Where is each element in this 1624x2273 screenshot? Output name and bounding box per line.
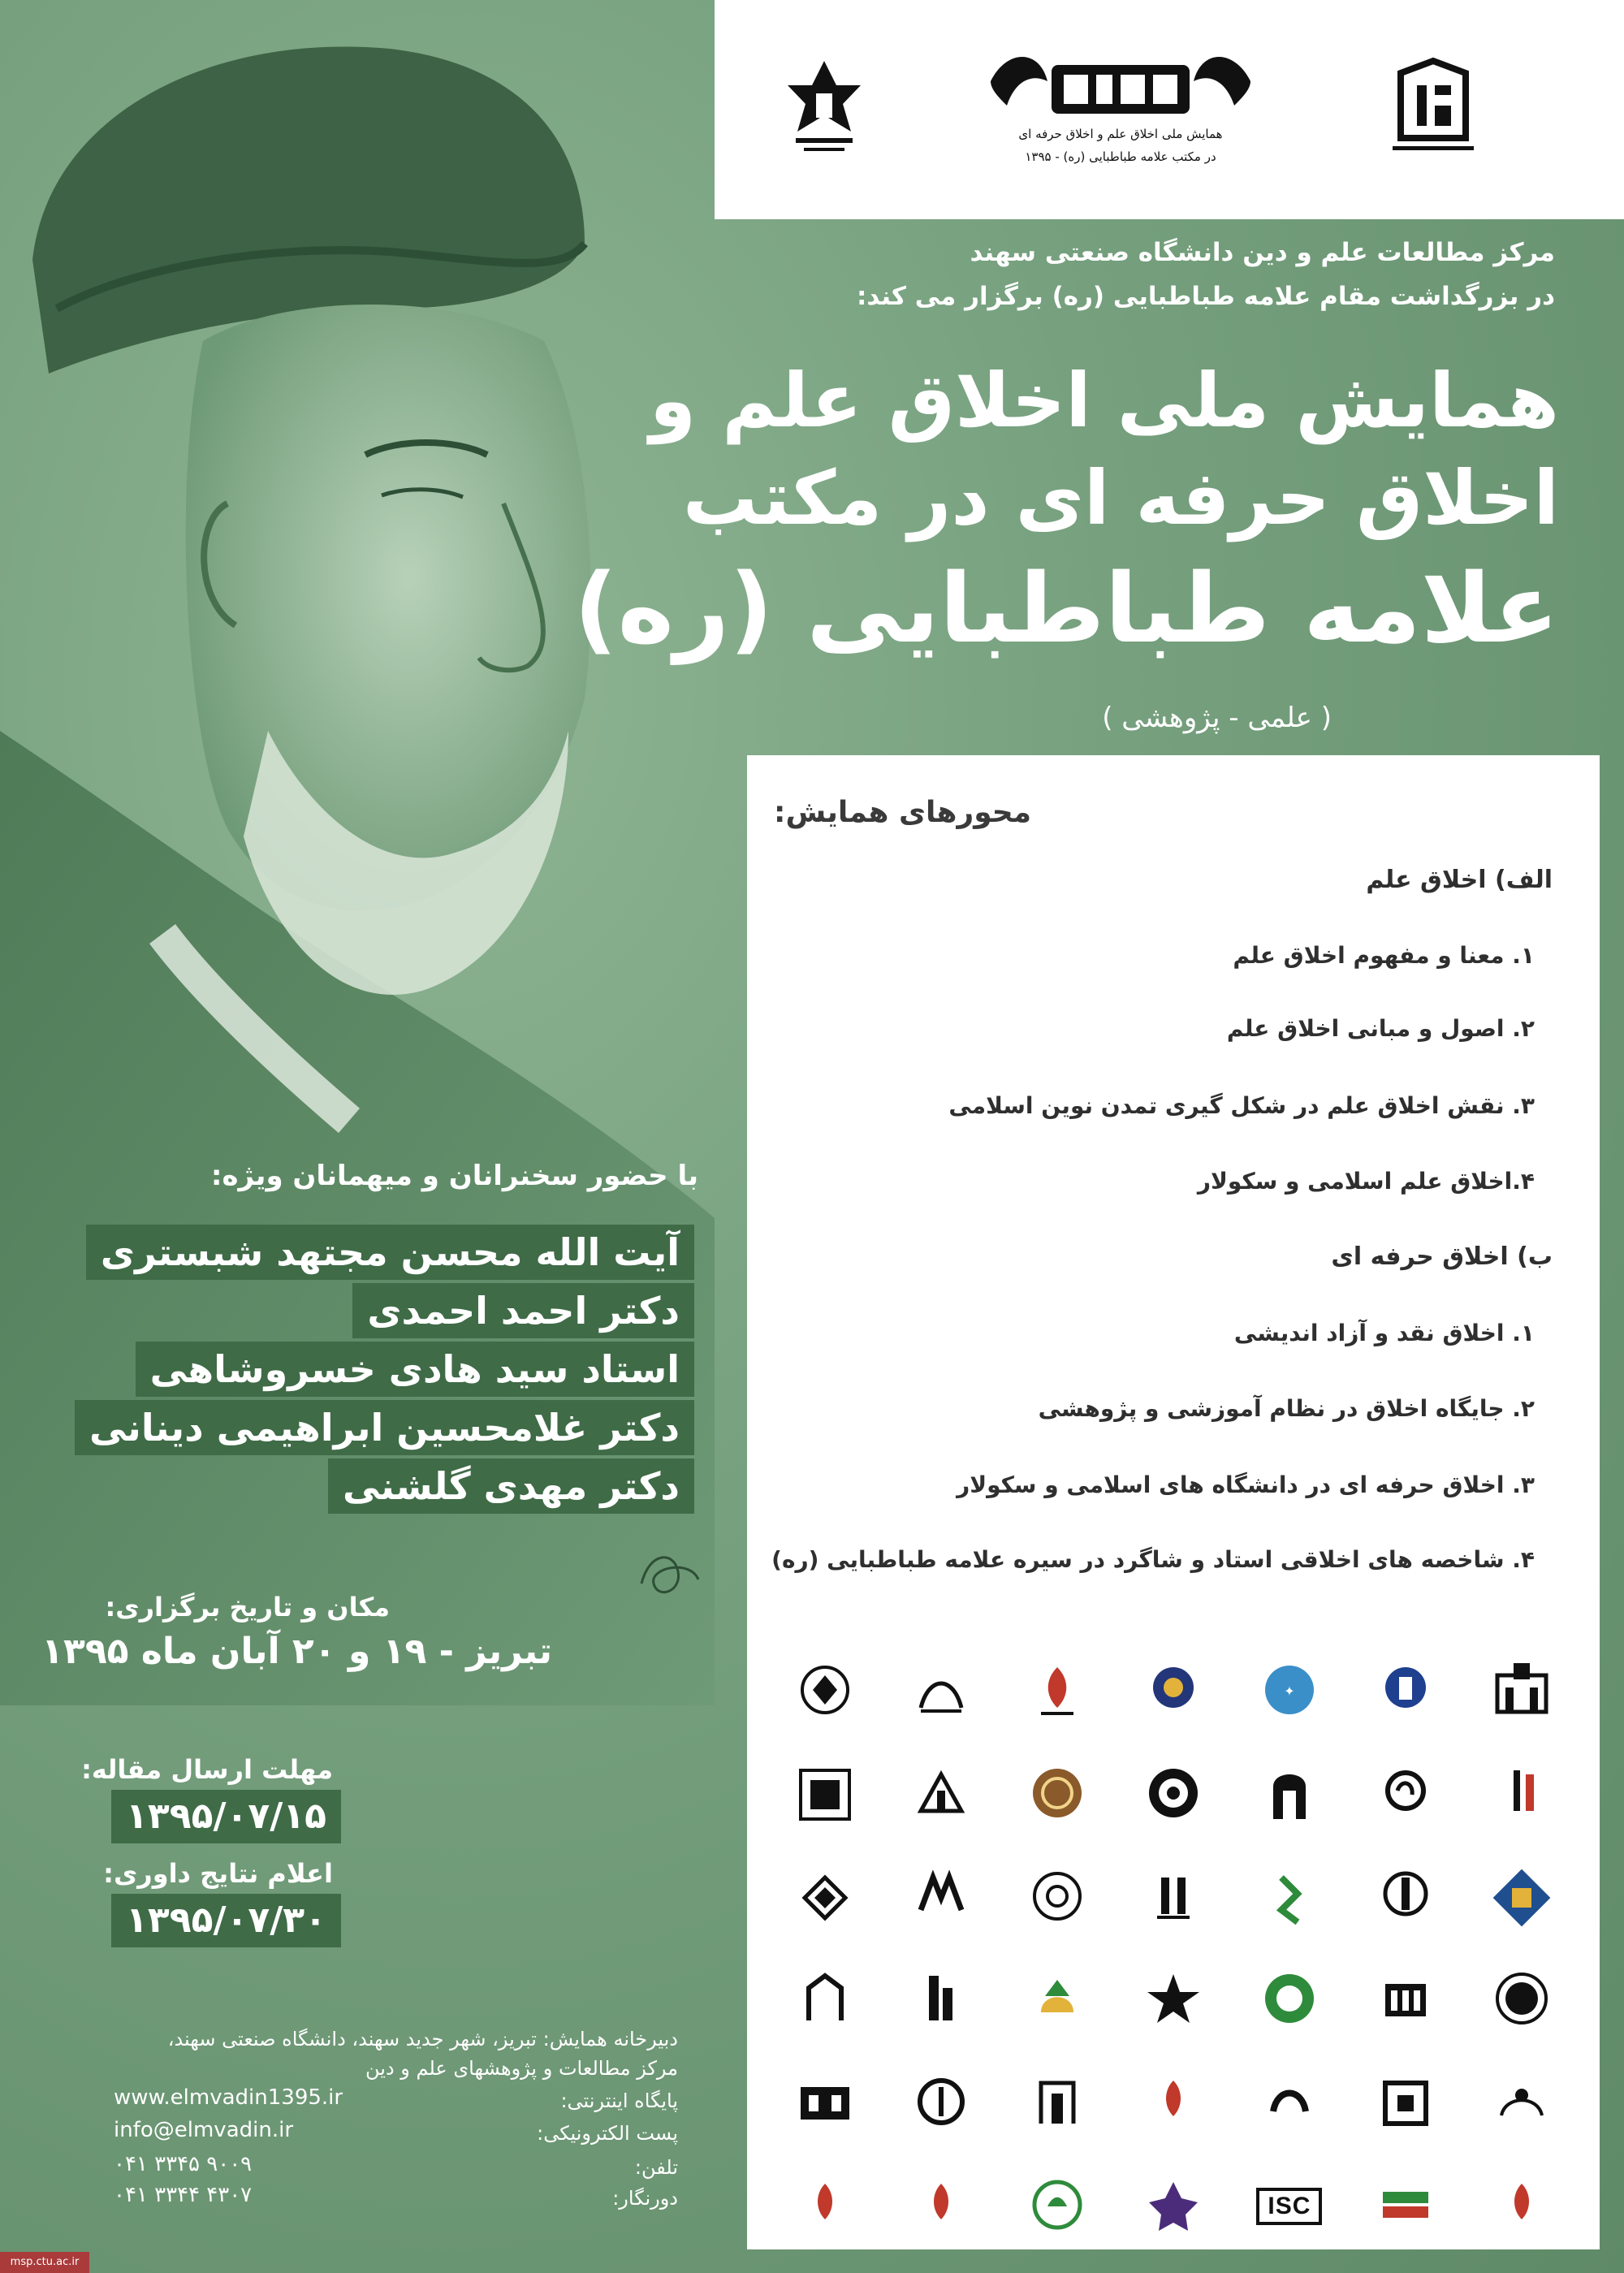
source-watermark: msp.ctu.ac.ir [0, 2252, 89, 2273]
section-a-item-2: ۲. اصول و مبانی اخلاق علم [1226, 1015, 1535, 1042]
speaker-name: آیت الله محسن مجتهد شبستری [86, 1225, 694, 1280]
partner-logo [767, 1949, 883, 2052]
partner-logo [1000, 1640, 1116, 1744]
partner-logo [1000, 2052, 1116, 2155]
svg-text:✦: ✦ [1284, 1683, 1295, 1700]
partner-logo [1000, 2154, 1116, 2258]
conference-logo-line2: در مکتب علامه طباطبایی (ره) - ۱۳۹۵ [1025, 149, 1216, 164]
section-b-item-3: ۳. اخلاق حرفه ای در دانشگاه های اسلامی و سکولار [957, 1471, 1535, 1498]
isc-logo-label: ISC [1256, 2188, 1322, 2225]
partner-logo [1347, 1846, 1463, 1949]
title-line-1: همایش ملی اخلاق علم و [650, 357, 1559, 444]
partner-logo [1463, 2052, 1579, 2155]
section-a-item-4: ۴.اخلاق علم اسلامی و سکولار [1197, 1168, 1535, 1195]
speaker-name: استاد سید هادی خسروشاهی [136, 1342, 694, 1397]
partner-logo [1231, 2154, 1347, 2258]
phone-label: تلفن: [634, 2156, 678, 2179]
partner-logo [767, 2154, 883, 2258]
venue-label: مکان و تاریخ برگزاری: [105, 1592, 390, 1623]
partner-logo [1463, 2154, 1579, 2258]
university-logo-left [780, 57, 869, 162]
results-date: ۱۳۹۵/۰۷/۳۰ [111, 1894, 341, 1947]
partner-logo [1463, 1744, 1579, 1847]
partner-logo [1231, 1640, 1347, 1744]
partner-logo [1231, 2052, 1347, 2155]
conference-logo-line1: همایش ملی اخلاق علم و اخلاق حرفه ای [1018, 127, 1223, 141]
submission-deadline-date: ۱۳۹۵/۰۷/۱۵ [111, 1790, 341, 1843]
partner-logo [1116, 1949, 1232, 2052]
partner-logo [883, 1640, 1000, 1744]
title-subtitle: ( علمی - پژوهشی ) [1102, 702, 1332, 734]
speaker-name: دکتر مهدی گلشنی [328, 1458, 694, 1514]
organizer-line-2: در بزرگداشت مقام علامه طباطبایی (ره) برگزار می کند: [856, 282, 1555, 311]
partner-logo [1347, 1744, 1463, 1847]
section-b-title: ب) اخلاق حرفه ای [1331, 1242, 1553, 1271]
partner-logo [1347, 2052, 1463, 2155]
email-link[interactable]: info@elmvadin.ir [114, 2118, 294, 2142]
partner-logo [1116, 2052, 1232, 2155]
partner-logo [767, 1640, 883, 1744]
partner-logo [1000, 1846, 1116, 1949]
partner-logo [1000, 1744, 1116, 1847]
partner-logo [1231, 1846, 1347, 1949]
partner-logo [883, 2154, 1000, 2258]
title-line-3: علامه طباطبایی (ره) [573, 552, 1559, 664]
speaker-name: دکتر احمد احمدی [352, 1283, 694, 1338]
partner-logo [1463, 1846, 1579, 1949]
secretariat-line-2: مرکز مطالعات و پژوهشهای علم و دین [365, 2057, 678, 2080]
secretariat-line-1: دبیرخانه همایش: تبریز، شهر جدید سهند، دانشگاه صنعتی سهند، [167, 2028, 678, 2050]
partner-logos-grid [767, 1640, 1579, 2258]
section-b-item-1: ۱. اخلاق نقد و آزاد اندیشی [1233, 1320, 1535, 1346]
website-label: پایگاه اینترنتی: [560, 2089, 678, 2112]
section-b-item-2: ۲. جایگاه اخلاق در نظام آموزشی و پژوهشی [1038, 1395, 1535, 1422]
conference-logo [974, 32, 1267, 179]
speakers-title: با حضور سخنرانان و میهمانان ویژه: [210, 1160, 698, 1192]
submission-deadline-label: مهلت ارسال مقاله: [81, 1754, 333, 1785]
email-label: پست الکترونیکی: [537, 2122, 678, 2145]
partner-logo [1347, 1640, 1463, 1744]
phone-value: ۰۴۱ ۳۳۴۵ ۹۰۰۹ [114, 2152, 253, 2176]
partner-logo [1000, 1949, 1116, 2052]
partner-logo [883, 1744, 1000, 1847]
partner-logo [1116, 1744, 1232, 1847]
organizer-line-1: مرکز مطالعات علم و دین دانشگاه صنعتی سهند [970, 238, 1555, 267]
partner-logo [1347, 1949, 1463, 2052]
speaker-name: دکتر غلامحسین ابراهیمی دینانی [75, 1400, 694, 1455]
partner-logo [883, 2052, 1000, 2155]
partner-logo [1116, 1640, 1232, 1744]
title-line-2: اخلاق حرفه ای در مکتب [682, 455, 1559, 542]
science-religion-center-logo [1384, 57, 1482, 162]
section-a-item-3: ۳. نقش اخلاق علم در شکل گیری تمدن نوین اسلامی [948, 1092, 1535, 1119]
venue-value: تبریز - ۱۹ و ۲۰ آبان ماه ۱۳۹۵ [41, 1631, 552, 1672]
results-label: اعلام نتایج داوری: [103, 1858, 333, 1889]
partner-logo [883, 1949, 1000, 2052]
partner-logo [767, 1846, 883, 1949]
section-a-title: الف) اخلاق علم [1366, 866, 1553, 894]
partner-logo [767, 1744, 883, 1847]
artist-signature [633, 1535, 706, 1608]
partner-logo [883, 1846, 1000, 1949]
partner-logo [1116, 1846, 1232, 1949]
partner-logo [767, 2052, 883, 2155]
fax-value: ۰۴۱ ۳۳۴۴ ۴۳۰۷ [114, 2183, 253, 2207]
partner-logo [1347, 2154, 1463, 2258]
fax-label: دورنگار: [612, 2187, 678, 2210]
section-b-item-4: ۴. شاخصه های اخلاقی استاد و شاگرد در سیره علامه طباطبایی (ره) [771, 1546, 1535, 1573]
partner-logo [1463, 1949, 1579, 2052]
partner-logo [1463, 1640, 1579, 1744]
partner-logo [1231, 1949, 1347, 2052]
partner-logo [1231, 1744, 1347, 1847]
section-a-item-1: ۱. معنا و مفهوم اخلاق علم [1233, 942, 1535, 969]
axes-heading: محورهای همایش: [774, 796, 1031, 829]
website-link[interactable]: www.elmvadin1395.ir [114, 2085, 343, 2110]
partner-logo [1116, 2154, 1232, 2258]
